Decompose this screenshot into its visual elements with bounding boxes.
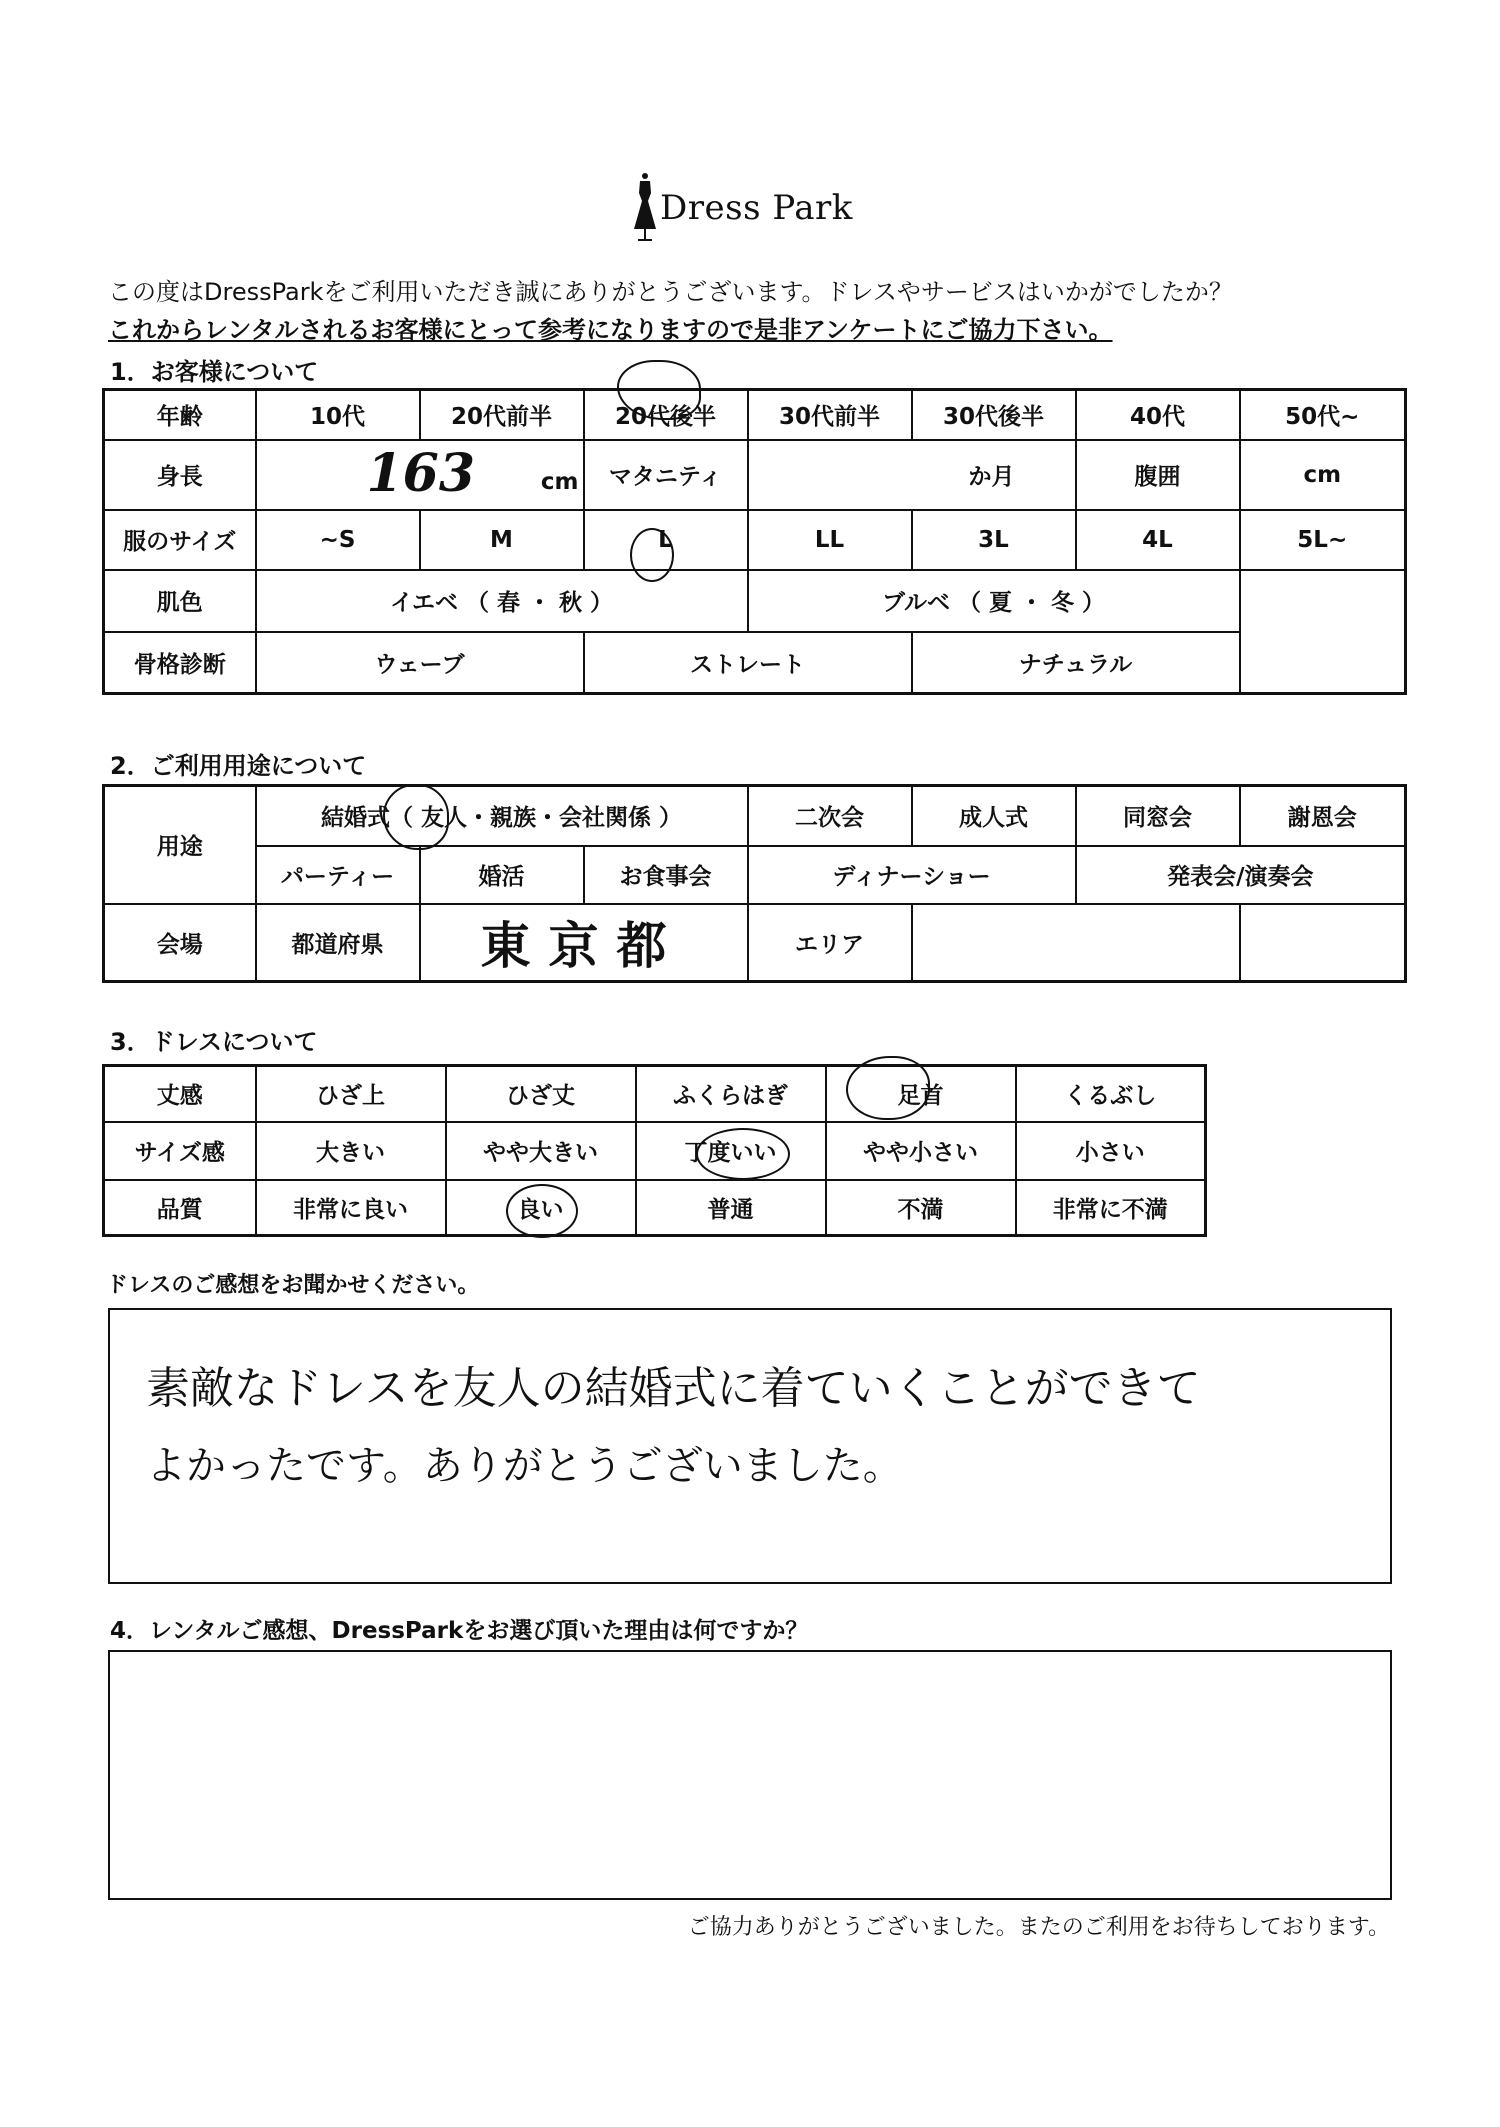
purpose-option[interactable]: お食事会 [584, 846, 748, 904]
section1-title: 1．お客様について [110, 358, 319, 386]
length-option[interactable]: ひざ上 [256, 1066, 446, 1122]
quality-option[interactable]: 普通 [636, 1180, 826, 1236]
size-option[interactable]: M [420, 510, 584, 570]
size-option[interactable]: ~S [256, 510, 420, 570]
frame-option[interactable]: ナチュラル [912, 632, 1240, 694]
age-option[interactable]: 40代 [1076, 390, 1240, 440]
maternity-label: マタニティ [584, 440, 748, 510]
purpose-option[interactable]: ディナーショー [748, 846, 1076, 904]
venue-label: 会場 [104, 904, 256, 982]
prefecture-value: 東京都 [480, 916, 685, 976]
waist-field[interactable] [1240, 440, 1406, 510]
frame-option[interactable]: ストレート [584, 632, 912, 694]
skin-blue-option[interactable]: ブルベ （ 夏 ・ 冬 ） [748, 570, 1240, 632]
usage-table [102, 784, 1407, 983]
length-option[interactable]: くるぶし [1016, 1066, 1206, 1122]
customer-table [102, 388, 1407, 695]
purpose-option[interactable]: 婚活 [420, 846, 584, 904]
dress-form-icon [630, 171, 660, 245]
waist-label: 腹囲 [1076, 440, 1240, 510]
fit-option[interactable]: やや小さい [826, 1122, 1016, 1180]
fit-option-selected[interactable]: 丁度いい [636, 1122, 826, 1180]
age-option[interactable]: 30代後半 [912, 390, 1076, 440]
selection-circle [630, 528, 674, 582]
section2-title: 2．ご利用用途について [110, 752, 367, 780]
section4-title: 4．レンタルご感想、DressParkをお選び頂いた理由は何ですか？ [110, 1618, 809, 1644]
age-option[interactable]: 50代~ [1240, 390, 1406, 440]
height-value: 163 [366, 442, 476, 504]
skin-yellow-option[interactable]: イエベ （ 春 ・ 秋 ） [256, 570, 748, 632]
length-option[interactable]: ふくらはぎ [636, 1066, 826, 1122]
age-option[interactable]: 30代前半 [748, 390, 912, 440]
purpose-option[interactable]: 謝恩会 [1240, 786, 1406, 846]
size-option[interactable]: 4L [1076, 510, 1240, 570]
comment-line: 素敵なドレスを友人の結婚式に着ていくことができて [146, 1363, 1201, 1414]
purpose-option[interactable]: 発表会/演奏会 [1076, 846, 1406, 904]
purpose-wedding-option[interactable]: 結婚式（ 友人・親族・会社関係 ） [256, 786, 748, 846]
comment-prompt: ドレスのご感想をお聞かせください。 [106, 1273, 480, 1298]
length-label: 丈感 [104, 1066, 256, 1122]
purpose-label: 用途 [104, 786, 256, 904]
intro-request: これからレンタルされるお客様にとって参考になりますので是非アンケートにご協力下さい。 [108, 316, 1113, 344]
age-option-selected[interactable]: 20代後半 [584, 390, 748, 440]
fit-label: サイズ感 [104, 1122, 256, 1180]
frame-option[interactable]: ウェーブ [256, 632, 584, 694]
age-option[interactable]: 10代 [256, 390, 420, 440]
fit-option[interactable]: やや大きい [446, 1122, 636, 1180]
dress-table [102, 1064, 1207, 1237]
selection-circle [696, 1128, 790, 1180]
prefecture-field[interactable] [420, 904, 748, 982]
maternity-month-field[interactable] [748, 440, 1076, 510]
footer-thanks: ご協力ありがとうございました。またのご利用をお待ちしております。 [687, 1915, 1390, 1940]
intro-text: この度はDressParkをご利用いただき誠にありがとうございます。ドレスやサービスはいかがでしたか？ [108, 278, 1233, 306]
dress-comment-box[interactable] [108, 1308, 1392, 1584]
quality-option[interactable]: 非常に良い [256, 1180, 446, 1236]
purpose-option[interactable]: パーティー [256, 846, 420, 904]
age-label: 年齢 [104, 390, 256, 440]
purpose-option[interactable]: 同窓会 [1076, 786, 1240, 846]
quality-label: 品質 [104, 1180, 256, 1236]
size-option-selected[interactable]: L [584, 510, 748, 570]
selection-circle [383, 784, 449, 850]
quality-option-selected[interactable]: 良い [446, 1180, 636, 1236]
selection-circle [506, 1184, 578, 1238]
age-option[interactable]: 20代前半 [420, 390, 584, 440]
purpose-option[interactable]: 二次会 [748, 786, 912, 846]
height-unit: cm [540, 468, 579, 495]
brand-logo [630, 168, 853, 248]
reason-comment-box[interactable] [108, 1650, 1392, 1900]
fit-option[interactable]: 小さい [1016, 1122, 1206, 1180]
section3-title: 3．ドレスについて [110, 1028, 318, 1056]
height-label: 身長 [104, 440, 256, 510]
purpose-option[interactable]: 成人式 [912, 786, 1076, 846]
skin-label: 肌色 [104, 570, 256, 632]
comment-line: よかったです。ありがとうございました。 [146, 1443, 903, 1489]
month-unit: か月 [968, 464, 1015, 490]
size-option[interactable]: 5L~ [1240, 510, 1406, 570]
area-field[interactable] [912, 904, 1240, 982]
frame-label: 骨格診断 [104, 632, 256, 694]
brand-name: Dress Park [660, 188, 853, 228]
size-option[interactable]: LL [748, 510, 912, 570]
selection-circle [846, 1056, 930, 1120]
length-option[interactable]: ひざ丈 [446, 1066, 636, 1122]
waist-unit: cm [1303, 461, 1342, 488]
length-option-selected[interactable]: 足首 [826, 1066, 1016, 1122]
prefecture-label: 都道府県 [256, 904, 420, 982]
area-label: エリア [748, 904, 912, 982]
size-label: 服のサイズ [104, 510, 256, 570]
quality-option[interactable]: 不満 [826, 1180, 1016, 1236]
fit-option[interactable]: 大きい [256, 1122, 446, 1180]
height-field[interactable] [256, 440, 584, 510]
size-option[interactable]: 3L [912, 510, 1076, 570]
quality-option[interactable]: 非常に不満 [1016, 1180, 1206, 1236]
